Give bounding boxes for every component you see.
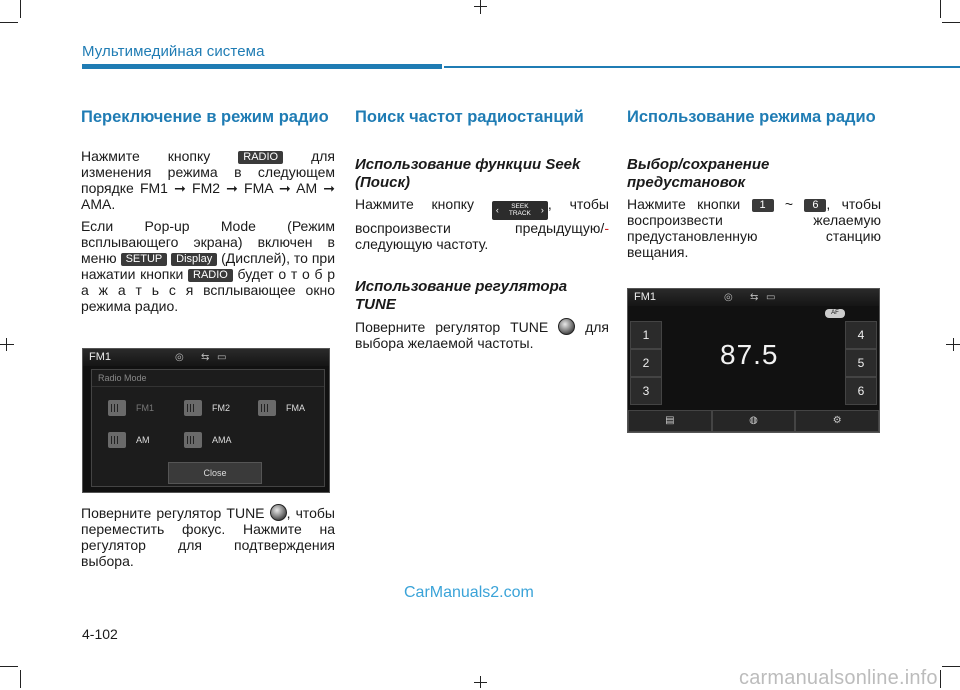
crop-mark bbox=[0, 666, 18, 667]
section-heading: Использование режима радио bbox=[627, 108, 876, 126]
usb-icon: ⇆ bbox=[750, 292, 759, 303]
option-ama[interactable] bbox=[184, 432, 232, 448]
radio-icon bbox=[184, 432, 202, 448]
seek-track-button-label bbox=[492, 201, 548, 220]
crop-mark bbox=[20, 670, 21, 688]
text: для изменения режима в следующем порядке FM1 ➞ FM2 ➞ FMA ➞ AM ➞ AMA. bbox=[81, 148, 336, 212]
status-bar bbox=[628, 289, 879, 306]
radio-icon bbox=[108, 432, 126, 448]
crop-mark bbox=[940, 0, 941, 18]
site-watermark: carmanualsonline.info bbox=[739, 667, 938, 689]
gear-icon[interactable]: ⚙ bbox=[795, 410, 879, 432]
close-button[interactable]: Close bbox=[168, 462, 262, 484]
text: , чтобы воспроизвести предыдущую/ bbox=[355, 196, 609, 236]
text: будет о т о б р а ж а т ь с я всплывающее окно режима радио. bbox=[81, 266, 335, 314]
preset-button-4[interactable]: 4 bbox=[845, 321, 877, 349]
section-heading: Поиск частот радиостанций bbox=[355, 108, 584, 126]
paragraph bbox=[627, 196, 881, 260]
radio-list-icon[interactable]: ▤ bbox=[628, 410, 712, 432]
subsection-heading: Использование регулятора TUNE bbox=[355, 277, 568, 313]
column-radio-mode bbox=[81, 108, 335, 320]
paragraph bbox=[355, 196, 609, 252]
band-label: FM1 bbox=[89, 351, 111, 363]
frequency-display: 87.5 bbox=[720, 339, 779, 370]
paragraph bbox=[81, 148, 335, 212]
paragraph bbox=[355, 318, 609, 351]
crop-mark bbox=[953, 338, 954, 351]
crop-mark bbox=[942, 22, 960, 23]
bottom-toolbar bbox=[628, 410, 879, 432]
text: Нажмите кнопки bbox=[627, 196, 741, 212]
option-label: AM bbox=[136, 435, 150, 445]
display-button-label: Display bbox=[171, 253, 217, 266]
tune-knob-icon bbox=[270, 504, 287, 521]
preset-button-3[interactable]: 3 bbox=[630, 377, 662, 405]
battery-icon: ▭ bbox=[766, 292, 776, 303]
section-heading: Переключение в режим радио bbox=[81, 108, 329, 126]
crop-mark bbox=[474, 6, 487, 7]
popup-title: Radio Mode bbox=[92, 370, 324, 387]
radio-icon bbox=[108, 400, 126, 416]
option-label: AMA bbox=[212, 435, 232, 445]
option-label: FM1 bbox=[136, 403, 154, 413]
seek-track-text: SEEK TRACK bbox=[508, 203, 531, 217]
option-label: FMA bbox=[286, 403, 305, 413]
column-station-search bbox=[355, 108, 609, 357]
preset-1-button-label: 1 bbox=[752, 199, 774, 212]
radio-button-label: RADIO bbox=[188, 269, 233, 282]
text: Поверните регулятор TUNE bbox=[81, 505, 265, 521]
settings-dot-icon: ◎ bbox=[724, 292, 733, 303]
header-rule-thin bbox=[444, 66, 960, 68]
settings-dot-icon: ◎ bbox=[175, 352, 184, 363]
text: Нажмите кнопку bbox=[81, 148, 211, 164]
option-am[interactable] bbox=[108, 432, 150, 448]
radio-scan-icon[interactable]: ◍ bbox=[712, 410, 796, 432]
preset-6-button-label: 6 bbox=[804, 199, 826, 212]
text: для выбора желаемой частоты. bbox=[355, 318, 610, 351]
text: , чтобы переместить фокус. Нажмите на регулятор для подтверждения выбора. bbox=[81, 505, 335, 569]
preset-button-6[interactable]: 6 bbox=[845, 377, 877, 405]
radio-mode-popup bbox=[91, 369, 325, 487]
crop-mark bbox=[474, 682, 487, 683]
crop-mark bbox=[0, 22, 18, 23]
subsection-heading: Выбор/сохранение предустановок bbox=[627, 156, 770, 191]
band-label: FM1 bbox=[634, 291, 656, 303]
crop-mark bbox=[6, 338, 7, 351]
paragraph bbox=[81, 218, 335, 314]
preset-button-1[interactable]: 1 bbox=[630, 321, 662, 349]
crop-mark bbox=[940, 670, 941, 688]
radio-icon bbox=[184, 400, 202, 416]
paragraph bbox=[81, 504, 335, 569]
column-radio-mode-continued bbox=[81, 504, 335, 575]
battery-icon: ▭ bbox=[217, 352, 227, 363]
option-label: FM2 bbox=[212, 403, 230, 413]
text: следующую частоту. bbox=[355, 235, 489, 252]
chapter-title: Мультимедийная система bbox=[82, 43, 265, 60]
crop-mark bbox=[942, 666, 960, 667]
radio-mode-popup-screenshot bbox=[82, 348, 330, 493]
crop-mark bbox=[480, 0, 481, 14]
radio-button-label: RADIO bbox=[238, 151, 283, 164]
option-fm2[interactable] bbox=[184, 400, 230, 416]
header-rule bbox=[82, 64, 442, 69]
preset-button-2[interactable]: 2 bbox=[630, 349, 662, 377]
option-fma[interactable] bbox=[258, 400, 305, 416]
preset-button-5[interactable]: 5 bbox=[845, 349, 877, 377]
page-number: 4-102 bbox=[82, 626, 118, 642]
column-radio-use bbox=[627, 108, 881, 266]
text: Поверните регулятор TUNE bbox=[355, 318, 549, 335]
watermark-link[interactable]: CarManuals2.com bbox=[404, 584, 534, 601]
text: , чтобы воспроизвести желаемую предустановленную станцию вещания. bbox=[627, 196, 882, 260]
text: Если Pop-up Mode (Режим всплывающего экрана) включен в меню bbox=[81, 218, 335, 266]
text: Нажмите кнопку bbox=[355, 196, 475, 212]
setup-button-label: SETUP bbox=[121, 253, 168, 266]
radio-icon bbox=[258, 400, 276, 416]
chevron-right-icon: › bbox=[540, 205, 544, 215]
chevron-left-icon: ‹ bbox=[495, 205, 499, 215]
text: - bbox=[604, 219, 609, 236]
status-bar bbox=[83, 349, 329, 366]
crop-mark bbox=[0, 344, 14, 345]
radio-preset-screenshot bbox=[627, 288, 880, 433]
tune-knob-icon bbox=[558, 318, 575, 335]
text: (Дисплей), то при нажатии кнопки bbox=[81, 250, 336, 282]
af-badge: AF bbox=[825, 309, 845, 318]
text: ~ bbox=[784, 196, 794, 212]
option-fm1[interactable] bbox=[108, 400, 154, 416]
usb-icon: ⇆ bbox=[201, 352, 210, 363]
crop-mark bbox=[20, 0, 21, 18]
subsection-heading: Использование функции Seek (Поиск) bbox=[355, 156, 581, 191]
